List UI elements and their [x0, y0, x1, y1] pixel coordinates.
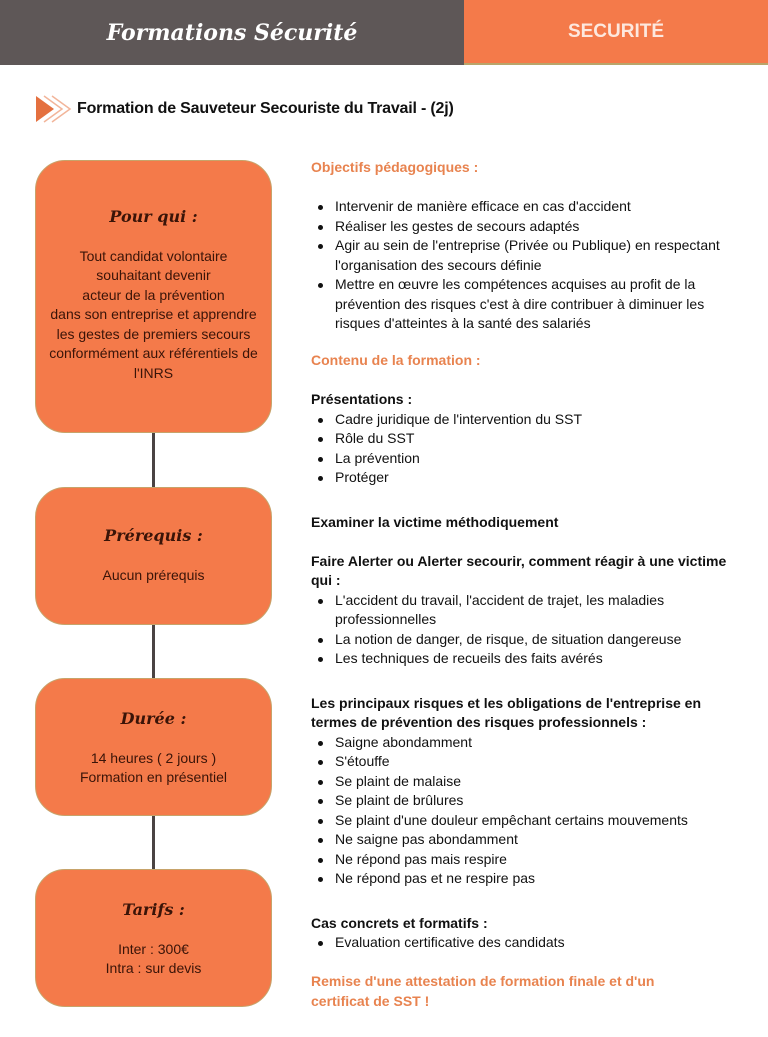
box-line: Intra : sur devis: [105, 960, 202, 976]
box-line: Formation en présentiel: [79, 769, 228, 785]
double-chevron-icon: [34, 95, 74, 123]
risques-heading: Les principaux risques et les obligations de l'entreprise en termes de prévention des risques professionnels :: [311, 694, 701, 730]
box-line: Tout candidat volontaire: [79, 247, 228, 264]
box-line: Inter : 300€: [118, 940, 189, 957]
box-heading: Durée :: [120, 709, 187, 728]
alerter-heading: Faire Alerter ou Alerter secourir, comment réagir à une victime qui :: [311, 552, 727, 588]
list-item: S'étouffe: [311, 752, 736, 772]
content-column: [311, 158, 736, 1011]
box-line: l'INRS: [133, 364, 174, 381]
presentations-heading: Présentations :: [311, 391, 413, 407]
list-item: Se plaint de brûlures: [311, 791, 736, 811]
box-tarifs: [35, 869, 272, 1007]
page-title: Formation de Sauveteur Secouriste du Travail - (2j): [77, 100, 454, 117]
list-item: Evaluation certificative des candidats: [311, 933, 736, 953]
list-item: Se plaint d'une douleur empêchant certains mouvements: [311, 811, 736, 831]
cas-heading: Cas concrets et formatifs :: [311, 914, 488, 931]
box-line: Aucun prérequis: [102, 566, 205, 583]
presentations-list: [311, 410, 736, 488]
list-item: Ne répond pas et ne respire pas: [311, 869, 736, 889]
list-item: Cadre juridique de l'intervention du SST: [311, 410, 736, 430]
header-title: Formations Sécurité: [106, 19, 358, 46]
box-heading: Pour qui :: [109, 207, 198, 226]
header-left: [0, 0, 464, 65]
box-line: les gestes de premiers secours: [56, 325, 251, 342]
box-line: acteur de la prévention: [82, 286, 225, 303]
contenu-heading: Contenu de la formation :: [311, 352, 481, 368]
box-line: conformément aux référentiels de: [49, 345, 258, 361]
cas-list: [311, 933, 736, 953]
list-item: La prévention: [311, 449, 736, 469]
list-item: Intervenir de manière efficace en cas d'accident: [311, 197, 736, 217]
box-heading: Prérequis :: [104, 526, 203, 545]
list-item: Ne répond pas mais respire: [311, 850, 736, 870]
title-row: [34, 95, 454, 123]
box-line: souhaitant devenir: [96, 267, 211, 283]
objectifs-list: [311, 197, 736, 334]
list-item: Se plaint de malaise: [311, 772, 736, 792]
box-prerequis: [35, 487, 272, 625]
header-section: SECURITÉ: [567, 20, 665, 42]
list-item: Réaliser les gestes de secours adaptés: [311, 217, 736, 237]
box-line: 14 heures ( 2 jours ): [90, 749, 217, 766]
box-duree: [35, 678, 272, 816]
examiner-heading: Examiner la victime méthodiquement: [311, 513, 559, 530]
list-item: Agir au sein de l'entreprise (Privée ou Publique) en respectant l'organisation des secours définie: [311, 236, 736, 275]
alerter-list: [311, 591, 736, 669]
list-item: Saigne abondamment: [311, 733, 736, 753]
list-item: Protéger: [311, 468, 736, 488]
list-item: La notion de danger, de risque, de situation dangereuse: [311, 630, 736, 650]
list-item: Les techniques de recueils des faits avérés: [311, 649, 736, 669]
remise-note: Remise d'une attestation de formation finale et d'un certificat de SST !: [311, 973, 655, 1009]
list-item: Mettre en œuvre les compétences acquises au profit de la prévention des risques c'est à dire contribuer à diminuer les risques d'atteintes à la santé des salariés: [311, 275, 736, 334]
header-right: [464, 0, 768, 65]
risques-list: [311, 733, 736, 889]
list-item: Rôle du SST: [311, 429, 736, 449]
list-item: Ne saigne pas abondamment: [311, 830, 736, 850]
objectifs-heading: Objectifs pédagogiques :: [311, 159, 479, 175]
box-line: dans son entreprise et apprendre: [50, 306, 257, 322]
box-pour-qui: [35, 160, 272, 433]
list-item: L'accident du travail, l'accident de trajet, les maladies professionnelles: [311, 591, 736, 630]
box-heading: Tarifs :: [122, 900, 185, 919]
